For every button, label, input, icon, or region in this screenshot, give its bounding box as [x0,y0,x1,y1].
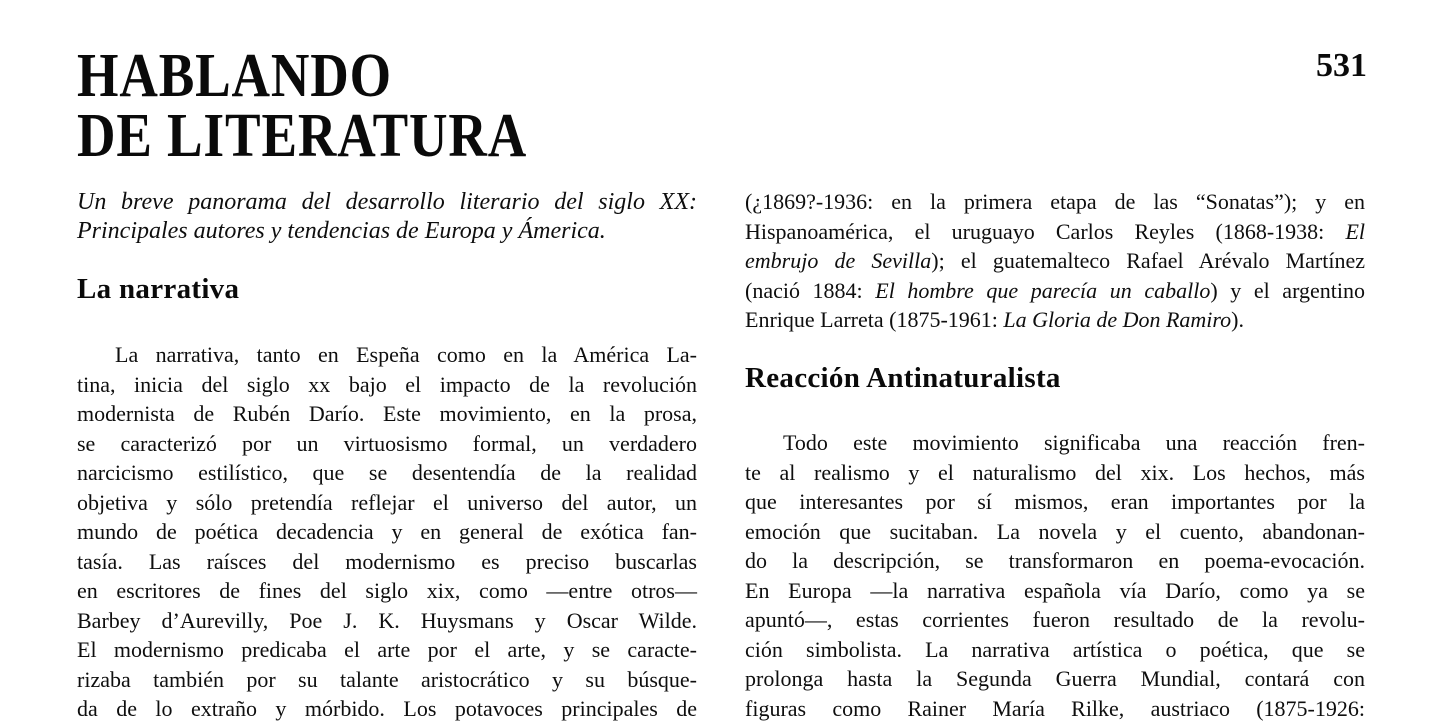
text-line: El modernismo predicaba el arte por el arte, y se caracte- [77,637,697,662]
text-line: Enrique Larreta (1875-1961: La Gloria de Don Ramiro). [745,307,1244,332]
page-number: 531 [1316,47,1367,84]
page-title-line1: HABLANDO [77,42,392,110]
text-line: que interesantes por sí mismos, eran importantes por la [745,489,1365,514]
text-line: tasía. Las raísces del modernismo es preciso buscarlas [77,548,697,574]
text-line: apuntó—, estas corrientes fueron resultado de la revolu- [745,607,1365,632]
text-line: modernista de Rubén Darío. Este movimiento, en la prosa, [77,401,697,426]
text-line: (nació 1884: El hombre que parecía un caballo) y el argentino [745,277,1365,303]
text-line: mundo de poética decadencia y en general de exótica fan- [77,519,697,544]
text-line: te al realismo y el naturalismo del xix. Los hechos, más [745,459,1365,485]
text-line: en escritores de fines del siglo xix, como —entre otros— [77,578,697,603]
text-line: do la descripción, se transformaron en poema-evocación. [745,548,1365,573]
text-line: ción simbolista. La narrativa artística o poética, que se [745,636,1365,662]
text-line: rizaba también por su talante aristocrático y su búsque- [77,666,697,692]
text-line: tina, inicia del siglo xx bajo el impacto de la revolución [77,371,697,397]
text-line: Principales autores y tendencias de Europa y Ámerica. [77,217,606,244]
text-line: (¿1869?-1936: en la primera etapa de las “Sonatas”); y en [745,189,1365,214]
text-line: En Europa —la narrativa española vía Darío, como ya se [745,577,1365,603]
text-line: prolonga hasta la Segunda Guerra Mundial, contará con [745,666,1365,691]
section-heading-reaccion-antinaturalista: Reacción Antinaturalista [745,362,1061,394]
text-line: La narrativa, tanto en Espeña como en la América La- [115,342,697,367]
text-line: se caracterizó por un virtuosismo formal, un verdadero [77,430,697,456]
subtitle [77,188,697,245]
text-line: Hispanoamérica, el uruguayo Carlos Reyles (1868-1938: El [745,218,1365,244]
text-line: da de lo extraño y mórbido. Los potavoces principales de [77,696,697,721]
text-line: objetiva y sólo pretendía reflejar el universo del autor, un [77,489,697,515]
page-title-line2: DE LITERATURA [77,102,528,170]
text-line: figuras como Rainer María Rilke, austriaco (1875-1926: [745,695,1365,721]
paragraph-la-narrativa [77,340,697,724]
text-line: embrujo de Sevilla); el guatemalteco Rafael Arévalo Martínez [745,248,1365,273]
paragraph-autores-modernistas [745,187,1365,335]
paragraph-reaccion-antinaturalista [745,428,1365,723]
page-title [77,42,528,170]
text-line: Barbey d’Aurevilly, Poe J. K. Huysmans y Oscar Wilde. [77,607,697,633]
text-line: Todo este movimiento significaba una reacción fren- [783,430,1365,455]
section-heading-la-narrativa: La narrativa [77,273,240,305]
text-line: narcicismo estilístico, que se desentendía de la realidad [77,460,697,485]
text-line: Un breve panorama del desarrollo literario del siglo XX: [77,189,697,215]
text-line: emoción que sucitaban. La novela y el cuento, abandonan- [745,518,1365,544]
